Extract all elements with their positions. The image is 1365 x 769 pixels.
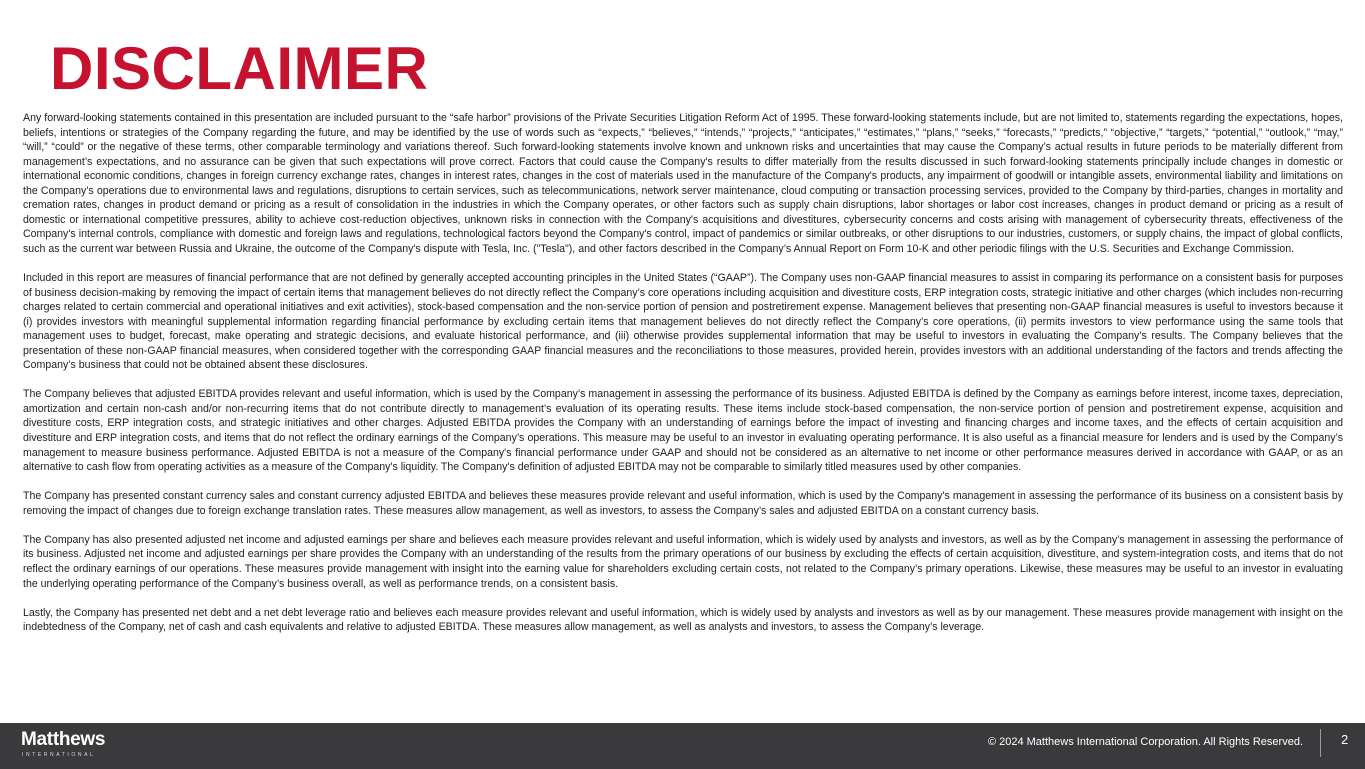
paragraph-forward-looking: Any forward-looking statements contained in this presentation are included pursuant to the “safe harbor” provisions of the Private Securities Litigation Reform Act of 1995. These forward-looking statements include, but are not limited to, statements regarding the expectations, hopes, beliefs, intentions or strategies of the Company regarding the future, and may be identified by the use of words such as “expects,” “believes,” “intends,” “projects,” “anticipates,” “estimates,” “plans,” “seeks,” “forecasts,” “predicts,” “objective,” “targets,” “potential,” “outlook,” “may,” “will,” “could” or the negative of these terms, other comparable terminology and variations thereof. Such forward-looking statements involve known and unknown risks and uncertainties that may cause the Company’s actual results in future periods to be materially different from management’s expectations, and no assurance can be given that such expectations will prove correct. Factors that could cause the Company's results to differ materially from the results discussed in such forward-looking statements principally include changes in domestic or international economic conditions, changes in foreign currency exchange rates, changes in interest rates, changes in the cost of materials used in the manufacture of the Company's products, any impairment of goodwill or intangible assets, environmental liability and limitations on the Company’s operations due to environmental laws and regulations, disruptions to certain services, such as telecommunications, network server maintenance, cloud computing or transaction processing services, provided to the Company by third-parties, changes in mortality and cremation rates, changes in product demand or pricing as a result of consolidation in the industries in which the Company operates, or other factors such as supply chain disruptions, labor shortages or labor cost increases, changes in product demand or pricing as a result of domestic or international competitive pressures, ability to achieve cost-reduction objectives, unknown risks in connection with the Company's acquisitions and divestitures, cybersecurity concerns and costs arising with management of cybersecurity threats, effectiveness of the Company's internal controls, compliance with domestic and foreign laws and regulations, technological factors beyond the Company's control, impact of pandemics or similar outbreaks, or other disruptions to our industries, customers, or supply chains, the impact of global conflicts, such as the current war between Russia and Ukraine, the outcome of the Company's dispute with Tesla, Inc. ("Tesla"), and other factors described in the Company’s Annual Report on Form 10-K and other periodic filings with the U.S. Securities and Exchange Commission. [23,112,1343,255]
paragraph-adjusted-ebitda: The Company believes that adjusted EBITDA provides relevant and useful information, which is used by the Company’s management in assessing the performance of its business. Adjusted EBITDA is defined by the Company as earnings before interest, income taxes, depreciation, amortization and certain non-cash and/or non-recurring items that do not contribute directly to management’s evaluation of its operating results. These items include stock-based compensation, the non-service portion of pension and postretirement expense, acquisition and divestiture costs, ERP integration costs, and strategic initiatives and other charges. Adjusted EBITDA provides the Company with an understanding of earnings before the impact of investing and financing charges and income taxes, and the effects of certain acquisition and divestiture and ERP integration costs, and items that do not reflect the ordinary earnings of the Company’s operations. This measure may be useful to an investor in evaluating operating performance. It is also useful as a financial measure for lenders and is used by the Company’s management to measure business performance. Adjusted EBITDA is not a measure of the Company's financial performance under GAAP and should not be considered as an alternative to net income or other performance measures derived in accordance with GAAP, or as an alternative to cash flow from operating activities as a measure of the Company's liquidity. The Company's definition of adjusted EBITDA may not be comparable to similarly titled measures used by other companies. [23,388,1343,474]
page-title: DISCLAIMER [50,35,429,102]
footer-divider [1320,729,1321,757]
footer-bar [0,723,1365,769]
matthews-logo [21,729,131,763]
disclaimer-body [23,111,1343,635]
paragraph-adjusted-net-income: The Company has also presented adjusted net income and adjusted earnings per share and believes each measure provides relevant and useful information, which is widely used by analysts and investors, as well as by the Company’s management in assessing the performance of its business. Adjusted net income and adjusted earnings per share provides the Company with an understanding of the results from the primary operations of our business by excluding the effects of certain acquisition, divestiture, and system-integration costs, and items that do not reflect the ordinary earnings of our operations. These measures provide management with insight into the earning value for shareholders excluding certain costs, not related to the Company’s primary operations. Likewise, these measures may be useful to an investor in evaluating the underlying operating performance of the Company’s business overall, as well as performance trends, on a consistent basis. [23,533,1343,590]
copyright-notice: © 2024 Matthews International Corporation. All Rights Reserved. [987,736,1303,748]
logo-wordmark: Matthews [21,729,106,750]
paragraph-non-gaap: Included in this report are measures of financial performance that are not defined by generally accepted accounting principles in the United States (“GAAP”). The Company uses non-GAAP financial measures to assist in comparing its performance on a consistent basis for purposes of business decision-making by removing the impact of certain items that management believes do not directly reflect the Company’s core operations including acquisition and divestiture costs, ERP integration costs, strategic initiative and other charges (which includes non-recurring charges related to certain commercial and operational initiatives and exit activities), stock-based compensation and the non-service portion of pension and postretirement expense. Management believes that presenting non-GAAP financial measures is useful to investors because it (i) provides investors with meaningful supplemental information regarding financial performance by excluding certain items that management believes do not directly reflect the Company’s core operations, (ii) permits investors to view performance using the same tools that management uses to budget, forecast, make operating and strategic decisions, and evaluate historical performance, and (iii) otherwise provides supplemental information that may be useful to investors in evaluating the Company’s results. The Company believes that the presentation of these non-GAAP financial measures, when considered together with the corresponding GAAP financial measures and the reconciliations to those measures, provided herein, provides investors with an additional understanding of the factors and trends affecting the Company’s business that could not be obtained absent these disclosures. [23,272,1343,372]
paragraph-net-debt: Lastly, the Company has presented net debt and a net debt leverage ratio and believes each measure provides relevant and useful information, which is widely used by analysts and investors as well as by our management. These measures provide management with insight on the indebtedness of the Company, net of cash and cash equivalents and relative to adjusted EBITDA. These measures allow management, as well as analysts and investors, to assess the Company’s leverage. [23,606,1343,634]
logo-subtitle: INTERNATIONAL [22,752,96,758]
paragraph-constant-currency: The Company has presented constant currency sales and constant currency adjusted EBITDA and believes these measures provide relevant and useful information, which is used by the Company's management in assessing the performance of its business on a consistent basis by removing the impact of changes due to foreign exchange translation rates. These measures allow management, as well as investors, to assess the Company’s sales and adjusted EBITDA on a constant currency basis. [23,490,1343,517]
page-number: 2 [1341,732,1349,747]
